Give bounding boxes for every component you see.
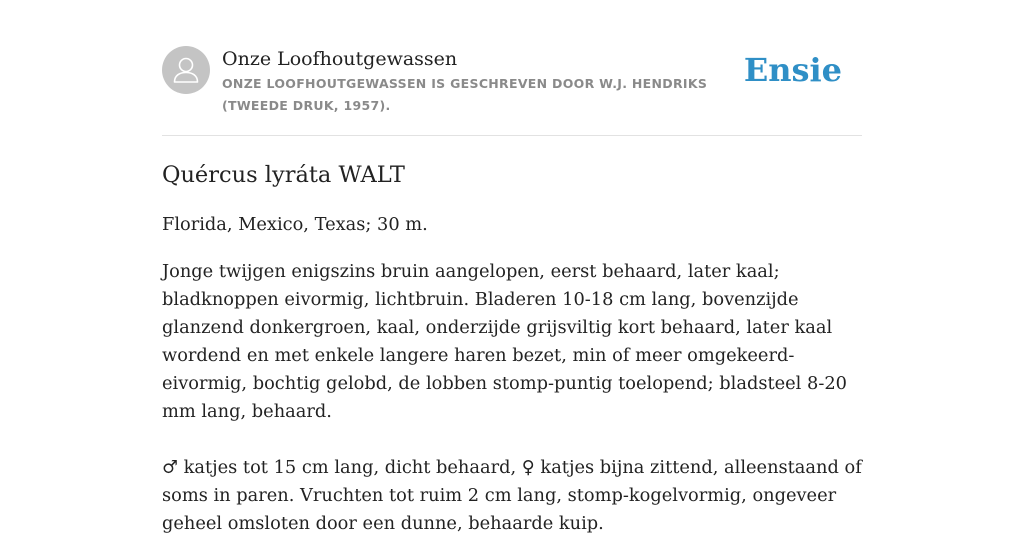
entry-paragraph-description: Jonge twijgen enigszins bruin aangelopen, eerst behaard, later kaal; bladknoppen eivormig, lichtbruin. Bladeren 10-18 cm lang, bovenzijde glanzend donkergroen, kaal, onderzijde grijsviltig kort behaard, later kaal wordend en met enkele langere haren bezet, min of meer omgekeerd-eivormig, bochtig gelobd, de lobben stomp-puntig toelopend; bladsteel 8-20 mm lang, behaard. ♂ katjes tot 15 cm lang, dicht behaard, ♀ katjes bijna zittend, alleenstaand of soms in paren. Vruchten tot ruim 2 cm lang, stomp-kogelvormig, ongeveer geheel omsloten door een dunne, behaarde kuip. (162, 261, 862, 534)
source-avatar[interactable] (162, 46, 210, 94)
ensie-logo-link[interactable]: Ensie (743, 51, 842, 89)
entry-paragraph-origin: Florida, Mexico, Texas; 30 m. (162, 214, 428, 235)
user-icon (162, 46, 210, 94)
source-description: ONZE LOOFHOUTGEWASSEN IS GESCHREVEN DOOR W.J. HENDRIKS (TWEEDE DRUK, 1957). (222, 76, 708, 113)
source-title[interactable]: Onze Loofhoutgewassen (222, 48, 458, 70)
source-header (162, 46, 862, 136)
entry-content (162, 211, 862, 557)
entry-title: Quércus lyráta WALT (162, 162, 405, 188)
